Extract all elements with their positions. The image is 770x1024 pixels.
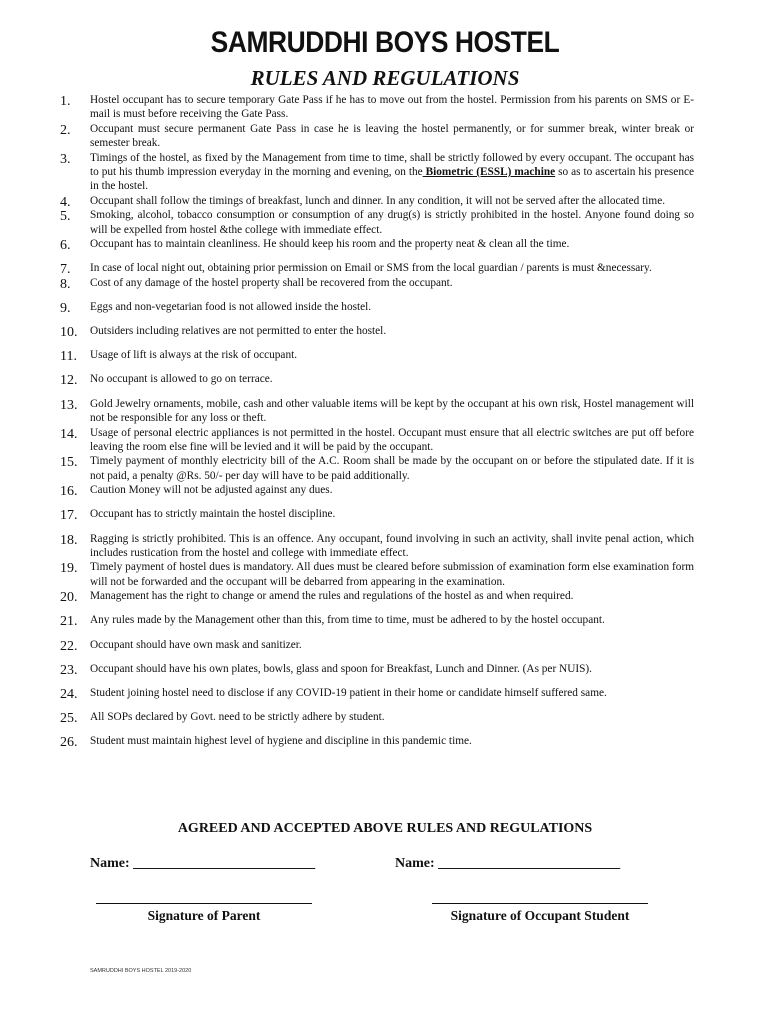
rule-number: 26.	[60, 735, 78, 751]
rule-number: 18.	[60, 532, 78, 548]
rule-text: Eggs and non-vegetarian food is not allowed inside the hostel.	[90, 300, 372, 313]
rule-number: 1.	[60, 94, 71, 109]
rule-text: Caution Money will not be adjusted against any dues.	[90, 484, 333, 497]
rule-number: 7.	[60, 262, 71, 278]
rule-number: 17.	[60, 508, 78, 524]
rule-text: Hostel occupant has to secure temporary Gate Pass if he has to move out from the hostel. Permission from his parents on SMS or E-mail is must before receiving the Gate Pass.	[90, 94, 694, 121]
rule-item	[60, 324, 694, 341]
rule-number: 23.	[60, 662, 78, 678]
rule-text: Management has the right to change or amend the rules and regulations of the hostel as and when required.	[90, 590, 574, 603]
rule-text: Occupant must secure permanent Gate Pass in case he is leaving the hostel permanently, or for summer break, winter break or semester break.	[90, 122, 694, 150]
rule-number: 14.	[60, 426, 78, 442]
biometric-machine-emphasis: Biometric (ESSL) machine	[422, 166, 556, 179]
rule-item	[60, 397, 694, 426]
student-name-field[interactable]: Name: __________________________	[395, 856, 621, 871]
rule-number: 4.	[60, 194, 71, 210]
rule-number: 12.	[60, 373, 78, 389]
parent-signature-line[interactable]	[96, 903, 312, 904]
rule-item	[60, 686, 694, 700]
rule-item	[60, 532, 694, 561]
rule-text: Outsiders including relatives are not permitted to enter the hostel.	[90, 325, 387, 338]
rule-number: 13.	[60, 397, 78, 413]
document-subtitle: RULES AND REGULATIONS	[250, 66, 520, 90]
rule-item	[60, 454, 694, 483]
rule-number: 2.	[60, 122, 71, 138]
rule-item	[60, 426, 694, 455]
rule-number: 9.	[60, 300, 71, 316]
rule-text: No occupant is allowed to go on terrace.	[90, 373, 273, 386]
rule-text: Ragging is strictly prohibited. This is an offence. Any occupant, found involving in such an activity, shall invite penal action, which includes rustication from the hostel and college with immediate effect.	[90, 532, 694, 559]
document-title: SAMRUDDHI BOYS HOSTEL	[210, 26, 560, 59]
rule-item	[60, 613, 694, 630]
rule-item	[60, 300, 694, 314]
student-signature-label: Signature of Occupant Student	[450, 908, 630, 923]
rule-number: 22.	[60, 638, 78, 654]
parent-signature-label: Signature of Parent	[147, 908, 261, 923]
rule-text: Gold Jewelry ornaments, mobile, cash and other valuable items will be kept by the occupant at his own risk, Hostel management will not be responsible for any loss or theft.	[90, 397, 694, 425]
rule-text: Timely payment of hostel dues is mandatory. All dues must be cleared before submission of examination form else examination form will not be forwarded and the occupant will be debarred from appearing in the examination.	[90, 561, 694, 588]
rule-item	[60, 261, 694, 278]
rule-item	[60, 93, 694, 122]
rule-text: Timings of the hostel, as fixed by the Management from time to time, shall be strictly followed by every occupant. The occupant has to put his thumb impression everyday in the morning and evening, on the	[90, 151, 694, 179]
rule-number: 21.	[60, 614, 78, 630]
rule-text: Occupant should have own mask and sanitizer.	[90, 638, 302, 651]
rule-text: Occupant has to maintain cleanliness. He should keep his room and the property neat & clean all the time.	[90, 238, 570, 251]
rule-text: Occupant should have his own plates, bowls, glass and spoon for Breakfast, Lunch and Dinner. (As per NUIS).	[90, 662, 592, 675]
page-footer: SAMRUDDHI BOYS HOSTEL 2019-2020	[90, 968, 192, 974]
rule-number: 25.	[60, 711, 78, 727]
rule-text: Student joining hostel need to disclose if any COVID-19 patient in their home or candidate himself suffered same.	[90, 686, 607, 699]
rule-item	[60, 208, 694, 237]
rule-number: 5.	[60, 209, 71, 225]
rules-list	[60, 93, 694, 749]
student-signature-line[interactable]	[432, 903, 648, 904]
rule-text: Cost of any damage of the hostel property shall be recovered from the occupant.	[90, 276, 453, 289]
rule-text: Usage of lift is always at the risk of occupant.	[90, 349, 298, 362]
rule-number: 24.	[60, 686, 78, 702]
rule-number: 3.	[60, 151, 71, 167]
rule-item	[60, 372, 694, 389]
rule-text: Any rules made by the Management other than this, from time to time, must be adhered to by the hostel occupant.	[90, 614, 605, 627]
rule-number: 20.	[60, 590, 78, 606]
rule-text: Occupant has to strictly maintain the hostel discipline.	[90, 508, 336, 521]
rule-text: Smoking, alcohol, tobacco consumption or consumption of any drug(s) is strictly prohibited in the hostel. Anyone found doing so will be expelled from hostel &the college with immediate effect.	[90, 209, 694, 236]
rule-text: Occupant shall follow the timings of breakfast, lunch and dinner. In any condition, it will not be served after the allocated time.	[90, 194, 666, 207]
rule-item	[60, 151, 694, 194]
rule-item	[60, 122, 694, 151]
parent-name-field[interactable]: Name: __________________________	[90, 856, 316, 871]
rule-item	[60, 710, 694, 727]
rule-number: 19.	[60, 561, 78, 577]
rule-text: Usage of personal electric appliances is not permitted in the hostel. Occupant must ensure that all electric switches are put off before leaving the room else fine will be levied and it will be paid by the occupant.	[90, 426, 694, 453]
rule-item	[60, 348, 694, 365]
rule-item	[60, 483, 694, 500]
rule-number: 11.	[60, 349, 77, 365]
rule-item	[60, 560, 694, 589]
rule-text: Timely payment of monthly electricity bill of the A.C. Room shall be made by the occupant on or before the stipulated date. If it is not paid, a penalty @Rs. 50/- per day will have to be paid additionally.	[90, 455, 694, 482]
rule-item	[60, 638, 694, 652]
rule-item	[60, 662, 694, 676]
rule-item	[60, 589, 694, 606]
rule-item	[60, 507, 694, 524]
rule-item	[60, 276, 694, 290]
rule-item	[60, 194, 694, 208]
rule-number: 8.	[60, 276, 71, 292]
agreement-heading: AGREED AND ACCEPTED ABOVE RULES AND REGULATIONS	[177, 821, 593, 836]
rule-number: 6.	[60, 238, 71, 254]
rule-item	[60, 237, 694, 254]
rule-number: 16.	[60, 484, 78, 500]
rule-number: 10.	[60, 325, 78, 341]
rule-text: In case of local night out, obtaining prior permission on Email or SMS from the local guardian / parents is must &necessary.	[90, 262, 652, 275]
rule-text-continued: so as to ascertain his presence in the hostel.	[90, 166, 694, 193]
rule-text: All SOPs declared by Govt. need to be strictly adhere by student.	[90, 711, 385, 724]
rule-text: Student must maintain highest level of hygiene and discipline in this pandemic time.	[90, 735, 472, 748]
rule-number: 15.	[60, 455, 78, 471]
rule-item	[60, 734, 694, 751]
